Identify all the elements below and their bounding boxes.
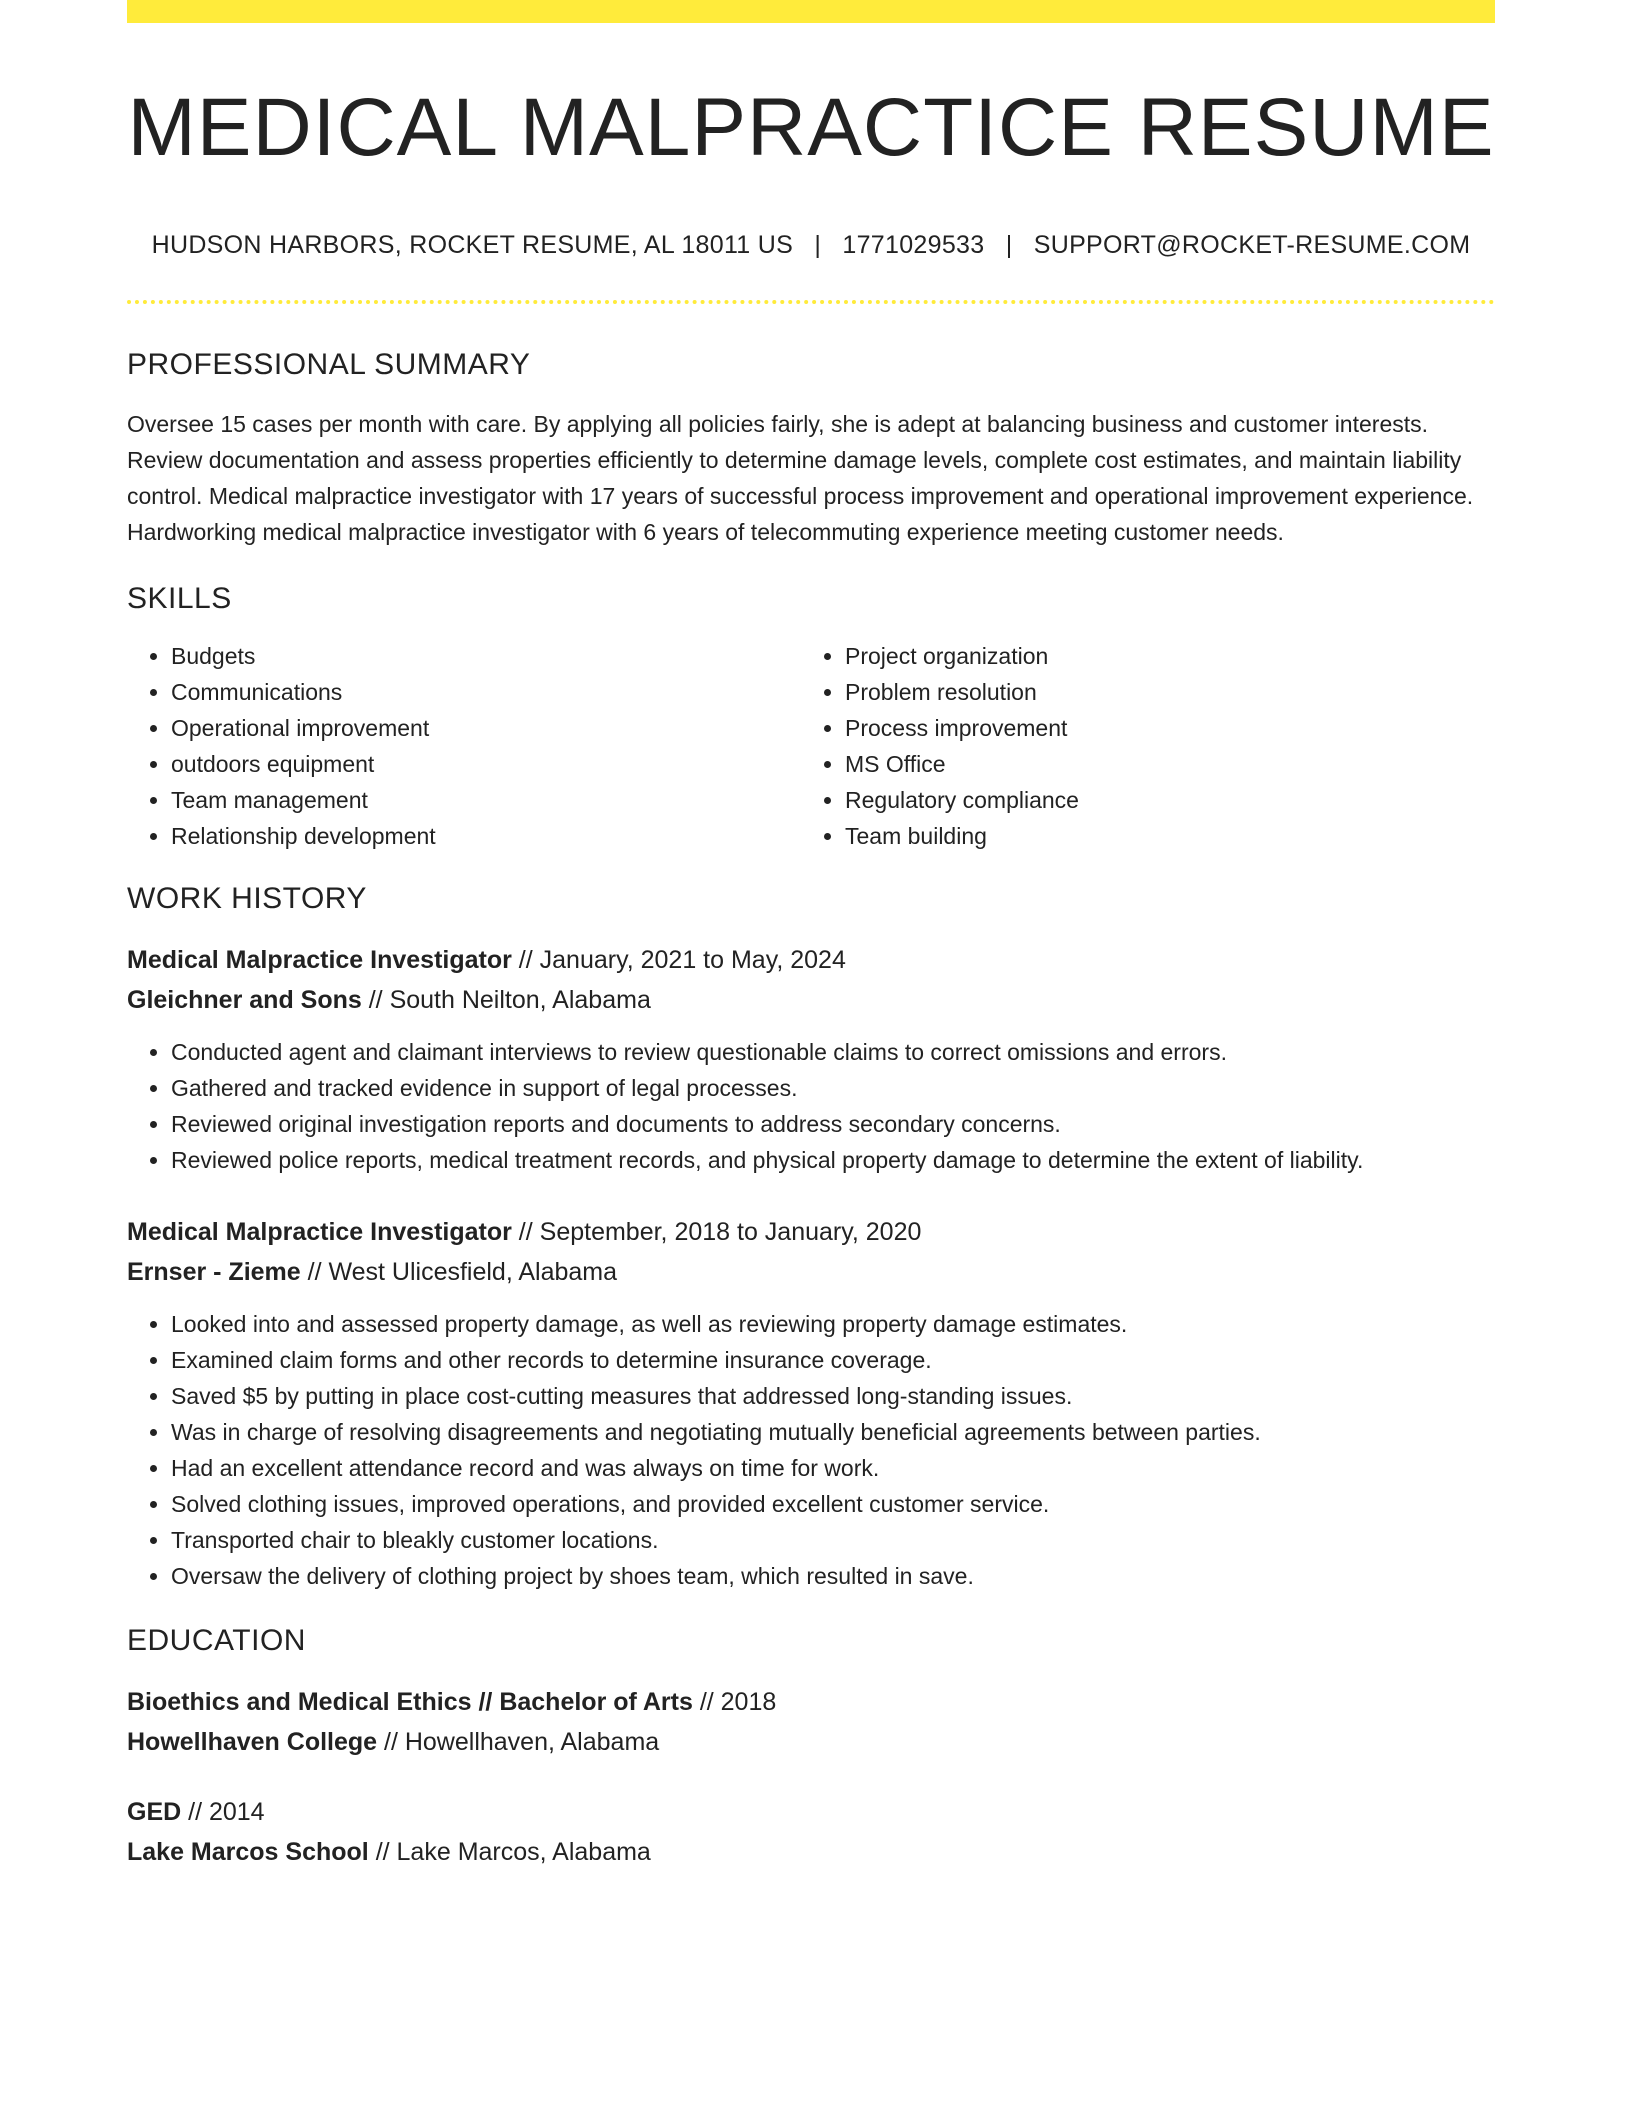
dotted-divider [127, 300, 1495, 304]
skill-item: • Operational improvement [171, 710, 801, 746]
skill-item: • Regulatory compliance [845, 782, 1475, 818]
education-school: Howellhaven College [127, 1728, 378, 1757]
skill-item: • Problem resolution [845, 674, 1475, 710]
job-bullet: • Oversaw the delivery of clothing project by shoes team, which resulted in save. [171, 1558, 1495, 1594]
education-location: // Lake Marcos, Alabama [368, 1838, 651, 1867]
education-degree: GED [127, 1798, 182, 1827]
job-bullet: • Conducted agent and claimant interviews to review questionable claims to correct omissions and errors. [171, 1034, 1495, 1070]
job-location: // South Neilton, Alabama [361, 986, 651, 1015]
job-bullet: • Examined claim forms and other records to determine insurance coverage. [171, 1342, 1495, 1378]
contact-separator: | [1005, 231, 1013, 260]
job-bullet: • Looked into and assessed property damage, as well as reviewing property damage estimates. [171, 1306, 1495, 1342]
job-title: Medical Malpractice Investigator [127, 1218, 512, 1247]
education-degree: Bioethics and Medical Ethics // Bachelor of Arts [127, 1688, 693, 1717]
summary-text: Oversee 15 cases per month with care. By applying all policies fairly, she is adept at balancing business and customer interests. Review documentation and assess properties efficiently to determine damage levels, complete cost estimates, and maintain liability control. Medical malpractice investigator with 17 years of successful process improvement and operational improvement experience. Hardworking medical malpractice investigator with 6 years of telecommuting experience meeting customer needs. [127, 411, 1474, 546]
job-bullet: • Transported chair to bleakly customer locations. [171, 1522, 1495, 1558]
job-title: Medical Malpractice Investigator [127, 946, 512, 975]
job-entry [127, 940, 1495, 1178]
skill-item: • outdoors equipment [171, 746, 801, 782]
skills-column-left [127, 638, 801, 854]
skill-item: • Communications [171, 674, 801, 710]
contact-separator: | [814, 231, 822, 260]
job-dates: // January, 2021 to May, 2024 [511, 946, 846, 975]
job-title-line [127, 1212, 1495, 1252]
accent-top-bar [127, 0, 1495, 23]
contact-info [127, 231, 1495, 260]
job-dates: // September, 2018 to January, 2020 [511, 1218, 922, 1247]
job-location: // West Ulicesfield, Alabama [300, 1258, 618, 1287]
skill-item: • Process improvement [845, 710, 1475, 746]
education-location: // Howellhaven, Alabama [377, 1728, 660, 1757]
job-title-line [127, 940, 1495, 980]
education-school-line [127, 1722, 1495, 1762]
job-bullet: • Reviewed police reports, medical treatment records, and physical property damage to determine the extent of liability. [171, 1142, 1495, 1178]
job-entry [127, 1212, 1495, 1594]
resume-content [127, 0, 1495, 1872]
skills-grid [127, 638, 1495, 854]
job-bullet: • Saved $5 by putting in place cost-cutting measures that addressed long-standing issues. [171, 1378, 1495, 1414]
job-bullet: • Solved clothing issues, improved operations, and provided excellent customer service. [171, 1486, 1495, 1522]
contact-email: SUPPORT@ROCKET-RESUME.COM [1033, 231, 1471, 260]
job-company: Ernser - Zieme [127, 1258, 301, 1287]
skills-column-right [801, 638, 1475, 854]
education-entry [127, 1682, 1495, 1762]
job-bullet: • Gathered and tracked evidence in support of legal processes. [171, 1070, 1495, 1106]
job-company: Gleichner and Sons [127, 986, 362, 1015]
contact-phone: 1771029533 [842, 231, 985, 260]
education-year: // 2014 [181, 1798, 265, 1827]
job-bullets [127, 1034, 1495, 1178]
skills-heading: SKILLS [127, 582, 232, 616]
job-company-line [127, 1252, 1495, 1292]
skill-item: • Team management [171, 782, 801, 818]
education-degree-line [127, 1682, 1495, 1722]
contact-address: HUDSON HARBORS, ROCKET RESUME, AL 18011 US [151, 231, 794, 260]
job-bullet: • Reviewed original investigation reports and documents to address secondary concerns. [171, 1106, 1495, 1142]
summary-heading: PROFESSIONAL SUMMARY [127, 348, 531, 382]
education-school: Lake Marcos School [127, 1838, 369, 1867]
resume-title: MEDICAL MALPRACTICE RESUME [127, 82, 1495, 173]
job-company-line [127, 980, 1495, 1020]
education-school-line [127, 1832, 1495, 1872]
skill-item: • Team building [845, 818, 1475, 854]
skill-item: • MS Office [845, 746, 1475, 782]
education-entry [127, 1792, 1495, 1872]
job-bullet: • Was in charge of resolving disagreements and negotiating mutually beneficial agreements between parties. [171, 1414, 1495, 1450]
work-history-heading: WORK HISTORY [127, 882, 367, 916]
skill-item: • Relationship development [171, 818, 801, 854]
skill-item: • Budgets [171, 638, 801, 674]
job-bullets [127, 1306, 1495, 1594]
education-heading: EDUCATION [127, 1624, 306, 1658]
education-year: // 2018 [692, 1688, 777, 1717]
job-bullet: • Had an excellent attendance record and was always on time for work. [171, 1450, 1495, 1486]
education-degree-line [127, 1792, 1495, 1832]
skill-item: • Project organization [845, 638, 1475, 674]
